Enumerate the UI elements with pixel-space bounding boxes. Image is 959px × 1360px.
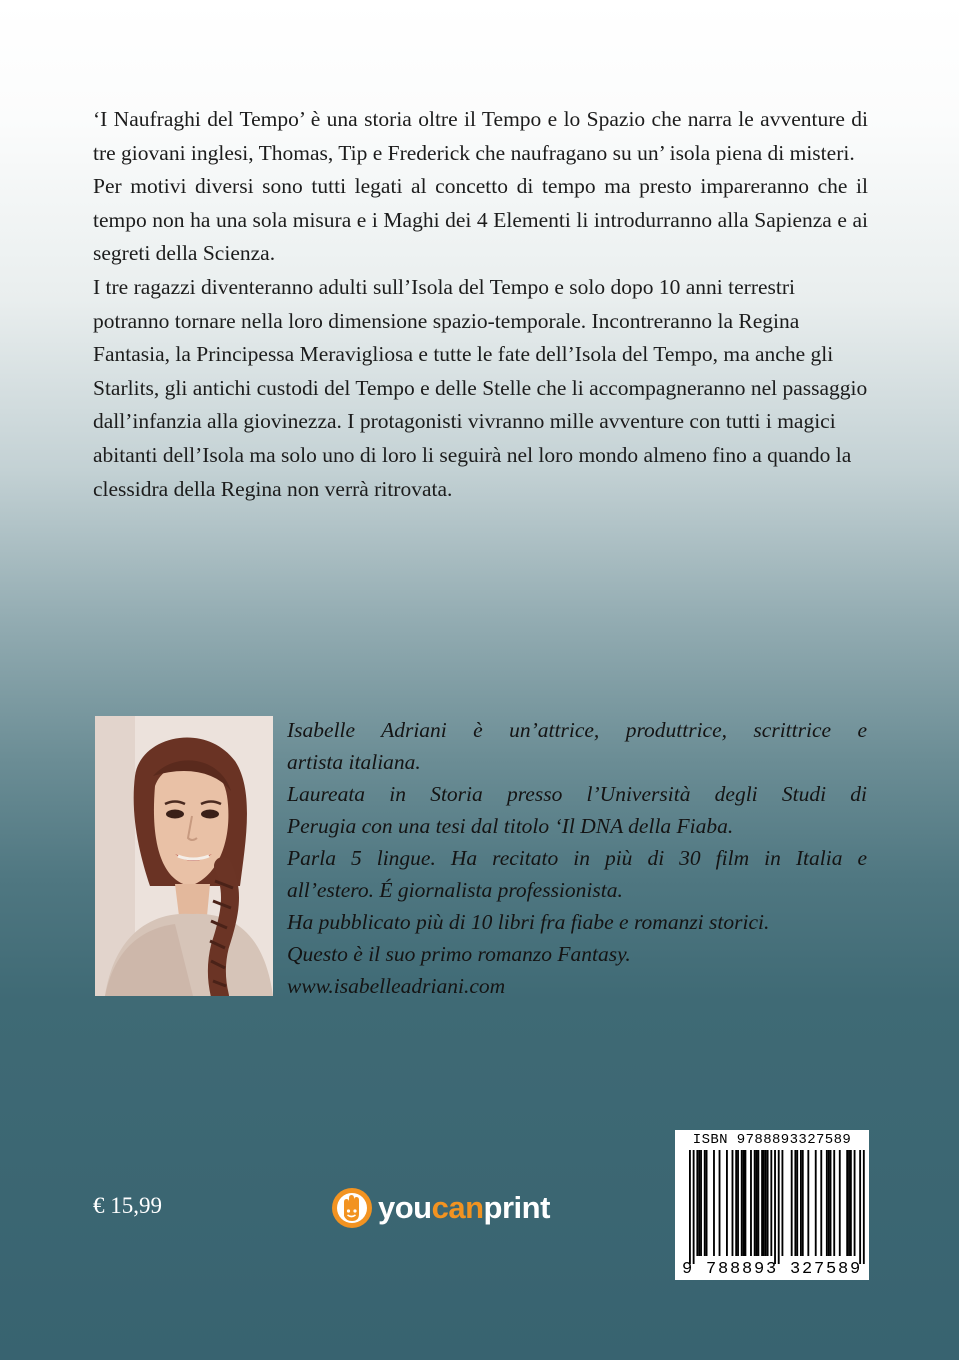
barcode-bar bbox=[848, 1150, 850, 1256]
barcode-bar bbox=[791, 1150, 793, 1256]
barcode-bar bbox=[820, 1150, 822, 1256]
barcode-bar bbox=[807, 1150, 809, 1256]
barcode-bar bbox=[796, 1150, 798, 1256]
synopsis-paragraph: Per motivi diversi sono tutti legati al concetto di tempo ma presto impareranno che il tempo non ha una sola misura e i Maghi dei 4 Elementi li introdurranno alla Sapienza e ai segreti della Scienza. bbox=[93, 174, 868, 266]
barcode-bar bbox=[815, 1150, 817, 1256]
synopsis-paragraph: ‘I Naufraghi del Tempo’ è una storia oltre il Tempo e lo Spazio che narra le avventure di tre giovani inglesi, Thomas, Tip e Frederick che naufragano su un’ isola piena di misteri. bbox=[93, 107, 868, 165]
barcode-bar bbox=[802, 1150, 804, 1256]
barcode-bar bbox=[770, 1150, 772, 1256]
barcode-bar bbox=[828, 1150, 830, 1256]
bio-line: all’estero. É giornalista professionista. bbox=[287, 878, 623, 902]
barcode-bar bbox=[863, 1150, 865, 1264]
bio-line: Laureata in Storia presso l’Università degli Studi di bbox=[287, 782, 867, 806]
barcode-bar bbox=[778, 1150, 780, 1264]
publisher-name bbox=[378, 1190, 550, 1226]
synopsis bbox=[93, 103, 868, 506]
barcode-bar bbox=[761, 1150, 763, 1256]
barcode-bar bbox=[774, 1150, 776, 1264]
barcode-bar bbox=[794, 1150, 796, 1256]
barcode-bar bbox=[698, 1150, 700, 1256]
barcode-digits: 9 788893 327589 bbox=[681, 1260, 863, 1279]
barcode-bar bbox=[741, 1150, 743, 1256]
barcode-bar bbox=[800, 1150, 802, 1256]
barcode-bar bbox=[826, 1150, 828, 1256]
isbn-label: ISBN 9788893327589 bbox=[692, 1132, 852, 1148]
barcode-bar bbox=[743, 1150, 745, 1256]
barcode-bar bbox=[696, 1150, 698, 1256]
synopsis-paragraph: I tre ragazzi diventeranno adulti sull’Isola del Tempo e solo dopo 10 anni terrestri potranno tornare nella loro dimensione spazio-temporale. Incontreranno la Regina Fantasia, la Principessa Meravigliosa e tutte le fate dell’Isola del Tempo, ma anche gli Starlits, gli antichi custodi del Tempo e delle Stelle che li accompagneranno nel passaggio dall’infanzia alla giovinezza. I protagonisti vivranno mille avventure con tutti i magici abitanti dell’Isola ma solo uno di loro li seguirà nel loro mondo almeno fino a quando la clessidra della Regina non verrà ritrovata. bbox=[93, 274, 868, 501]
publisher-name-part: can bbox=[431, 1190, 484, 1225]
bio-line: Ha pubblicato più di 10 libri fra fiabe e romanzi storici. bbox=[287, 910, 770, 934]
barcode-bar bbox=[700, 1150, 702, 1256]
barcode-bar bbox=[732, 1150, 734, 1256]
barcode-bars bbox=[675, 1130, 869, 1280]
barcode-bar bbox=[854, 1150, 856, 1256]
price: € 15,99 bbox=[93, 1193, 162, 1218]
barcode-bar bbox=[726, 1150, 728, 1256]
bio-line: artista italiana. bbox=[287, 750, 421, 774]
barcode-bar bbox=[833, 1150, 835, 1256]
publisher-logo bbox=[330, 1180, 550, 1236]
barcode-bar bbox=[737, 1150, 739, 1256]
barcode-bar bbox=[859, 1150, 861, 1264]
isbn-barcode bbox=[675, 1130, 869, 1280]
barcode-bar bbox=[850, 1150, 852, 1256]
barcode-bar bbox=[719, 1150, 721, 1256]
barcode-bar bbox=[693, 1150, 695, 1264]
barcode-bar bbox=[750, 1150, 752, 1256]
barcode-bar bbox=[846, 1150, 848, 1256]
barcode-bar bbox=[745, 1150, 747, 1256]
barcode-bar bbox=[763, 1150, 765, 1256]
barcode-bar bbox=[735, 1150, 737, 1256]
barcode-bar bbox=[756, 1150, 758, 1256]
publisher-name-part: print bbox=[483, 1190, 550, 1225]
barcode-bar bbox=[765, 1150, 767, 1256]
barcode-bar bbox=[754, 1150, 756, 1256]
barcode-bar bbox=[830, 1150, 832, 1256]
barcode-bar bbox=[839, 1150, 841, 1256]
barcode-bar bbox=[757, 1150, 759, 1256]
bio-line: Isabelle Adriani è un’attrice, produttrice, scrittrice e bbox=[287, 718, 867, 742]
barcode-bar bbox=[689, 1150, 691, 1264]
barcode-bar bbox=[704, 1150, 706, 1256]
hand-icon bbox=[330, 1186, 374, 1230]
author-website[interactable]: www.isabelleadriani.com bbox=[287, 974, 506, 998]
barcode-bar bbox=[767, 1150, 769, 1256]
publisher-name-part: you bbox=[378, 1190, 432, 1225]
bio-line: Questo è il suo primo romanzo Fantasy. bbox=[287, 942, 631, 966]
bio-line: Parla 5 lingue. Ha recitato in più di 30 film in Italia e bbox=[287, 846, 867, 870]
author-photo bbox=[95, 716, 273, 996]
author-bio bbox=[287, 714, 867, 1002]
barcode-bar bbox=[713, 1150, 715, 1256]
barcode-bar bbox=[782, 1150, 784, 1256]
barcode-bar bbox=[706, 1150, 708, 1256]
bio-line: Perugia con una tesi dal titolo ‘Il DNA della Fiaba. bbox=[287, 814, 734, 838]
author-portrait-illustration bbox=[95, 716, 273, 996]
